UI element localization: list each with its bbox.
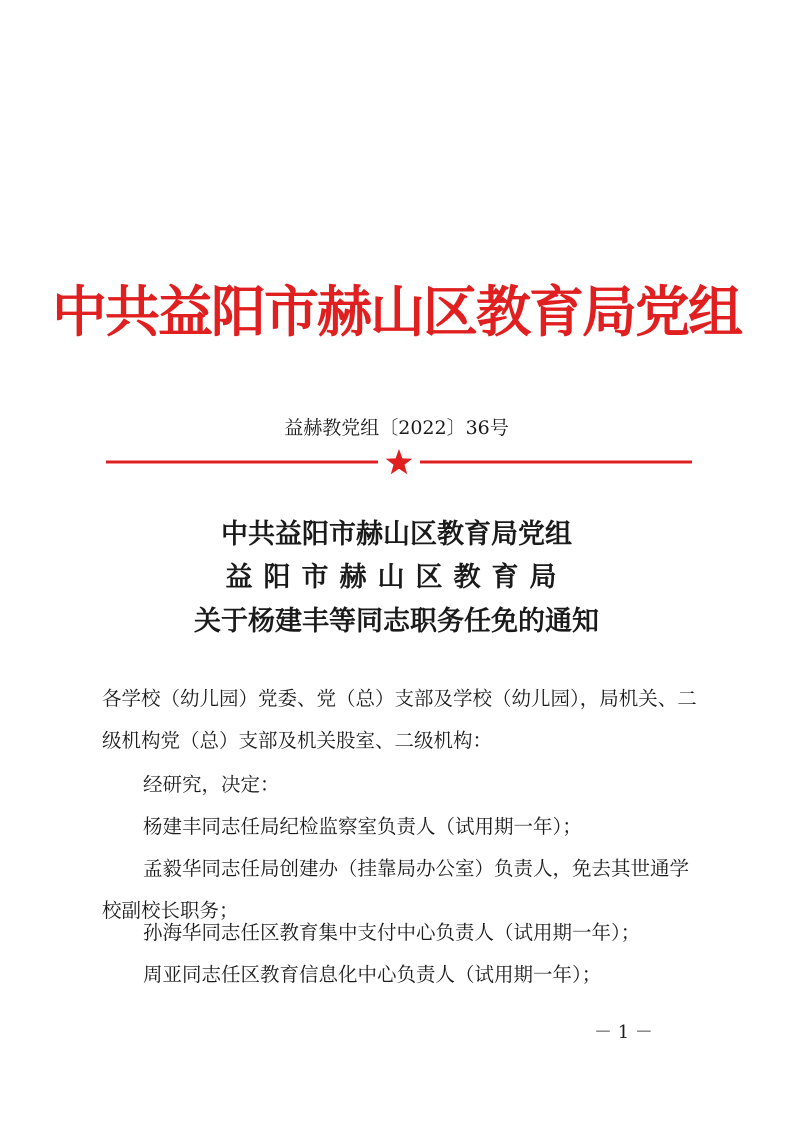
notice-title-line-2: 益阳市赫山区教育局	[225, 562, 568, 593]
red-divider-with-star	[0, 446, 793, 486]
appointment-item: 周亚同志任区教育信息化中心负责人（试用期一年）；	[143, 963, 602, 986]
notice-title-line-3: 关于杨建丰等同志职务任免的通知	[194, 606, 599, 637]
notice-title-line-1: 中共益阳市赫山区教育局党组	[221, 519, 572, 550]
recipients-paragraph: 各学校（幼儿园）党委、党（总）支部及学校（幼儿园），局机关、二级机构党（总）支部及机关股室、二级机构：	[102, 687, 697, 752]
page-number: － 1 －	[594, 1022, 653, 1043]
appointment-item: 孟毅华同志任局创建办（挂靠局办公室）负责人，免去其世通学校副校长职务；	[102, 857, 690, 922]
appointment-item: 孙海华同志任区教育集中支付中心负责人（试用期一年）；	[143, 921, 641, 944]
issuing-organization-header: 中共益阳市赫山区教育局党组	[51, 280, 741, 344]
document-number: 益赫教党组〔2022〕36号	[284, 417, 509, 439]
star-icon	[386, 449, 413, 474]
appointment-item: 杨建丰同志任局纪检监察室负责人（试用期一年）；	[143, 815, 582, 838]
decision-intro: 经研究，决定：	[143, 773, 280, 796]
